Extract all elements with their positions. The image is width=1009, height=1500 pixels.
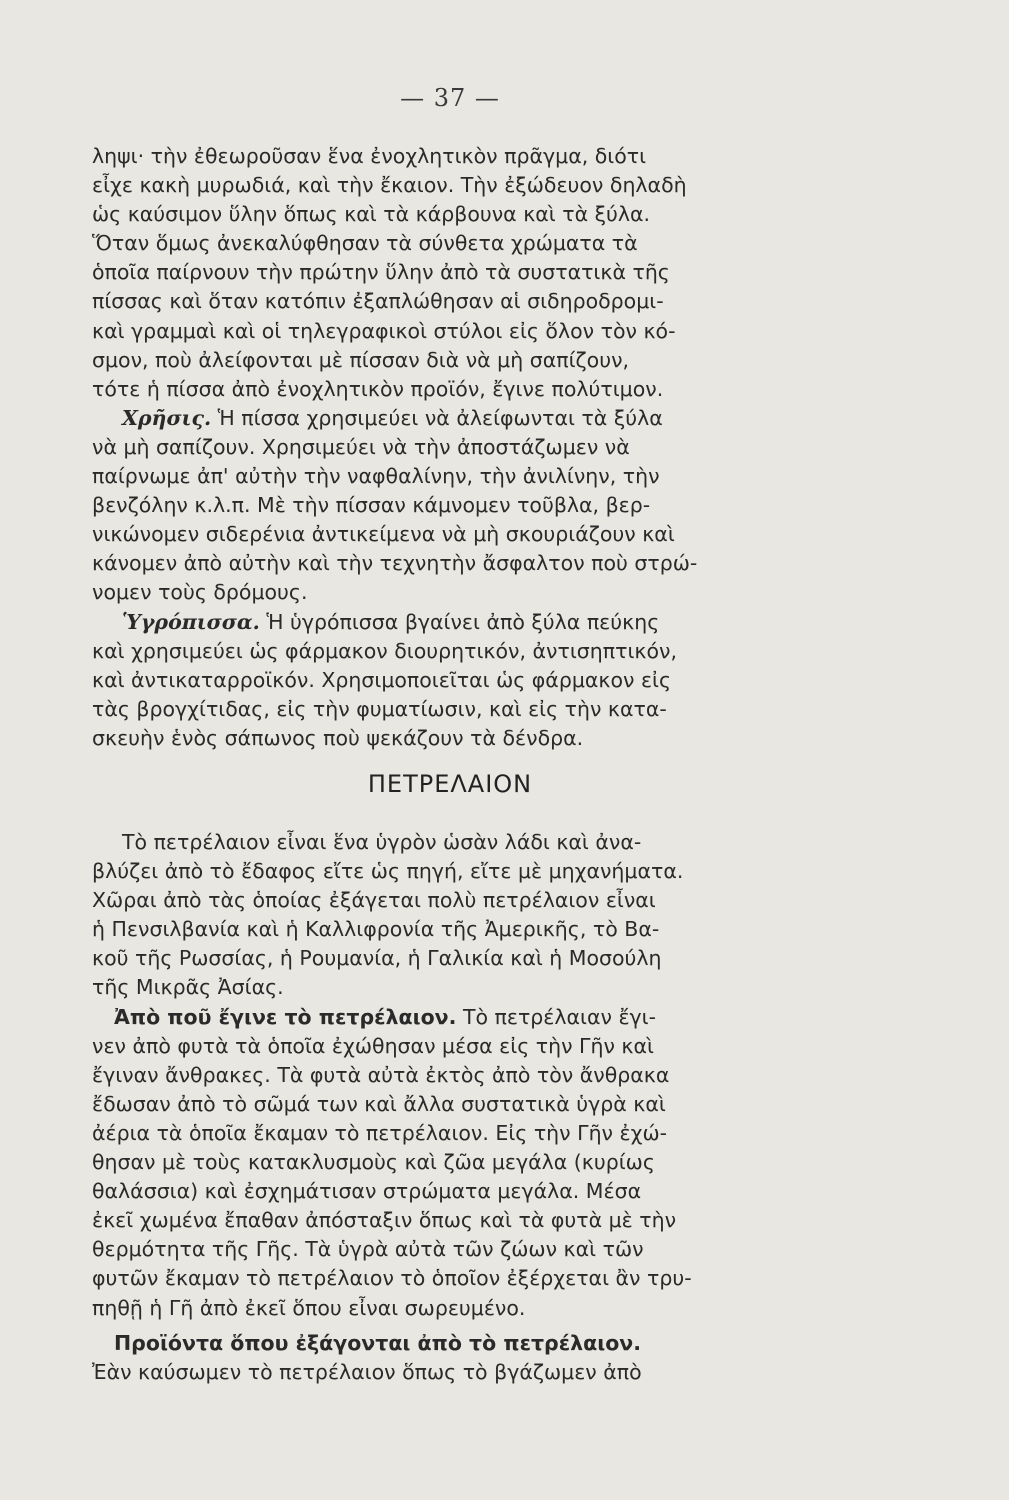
text-line: καὶ γραμμαὶ καὶ οἱ τηλεγραφικοὶ στύλοι εἰς ὅλον τὸν κό- (92, 318, 676, 343)
text-line: βενζόλην κ.λ.π. Μὲ τὴν πίσσαν κάμνομεν τοῦβλα, βερ- (92, 493, 651, 518)
text-line: τῆς Μικρᾶς Ἀσίας. (92, 975, 284, 1000)
text-line: ἔγιναν ἄνθρακες. Τὰ φυτὰ αὐτὰ ἐκτὸς ἀπὸ τὸν ἄνθρακα (92, 1062, 670, 1087)
body-text-top (92, 142, 822, 753)
text-line: ἔδωσαν ἀπὸ τὸ σῶμά των καὶ ἄλλα συστατικὰ ὑγρὰ καὶ (92, 1091, 666, 1116)
text-line: κάνομεν ἀπὸ αὐτὴν καὶ τὴν τεχνητὴν ἄσφαλτον ποὺ στρώ- (92, 551, 698, 576)
text-line: ἀέρια τὰ ὁποῖα ἔκαμαν τὸ πετρέλαιον. Εἰς τὴν Γῆν ἐχώ- (92, 1120, 668, 1145)
text-line: καὶ ἀντικαταρροϊκόν. Χρησιμοποιεῖται ὡς φάρμακον εἰς (92, 667, 672, 692)
section-heading: ΠΕΤΡΕΛΑΙΟΝ (367, 770, 533, 798)
body-text-bottom (92, 828, 822, 1387)
text-line: σκευὴν ἑνὸς σάπωνος ποὺ ψεκάζουν τὰ δένδρα. (92, 725, 584, 750)
text-line: νὰ μὴ σαπίζουν. Χρησιμεύει νὰ τὴν ἀποστάζωμεν νὰ (92, 434, 630, 459)
text-line: θερμότητα τῆς Γῆς. Τὰ ὑγρὰ αὐτὰ τῶν ζώων καὶ τῶν (92, 1237, 644, 1262)
text-line: φυτῶν ἔκαμαν τὸ πετρέλαιον τὸ ὁποῖον ἐξέρχεται ἂν τρυ- (92, 1266, 692, 1291)
text-line: κοῦ τῆς Ρωσσίας, ἡ Ρουμανία, ἡ Γαλικία καὶ ἡ Μοσούλη (92, 946, 662, 971)
text-line: πηθῇ ἡ Γῆ ἀπὸ ἐκεῖ ὅπου εἶναι σωρευμένο. (92, 1295, 526, 1320)
text-run: Τὸ πετρέλαιαν ἔγι- (456, 1004, 657, 1029)
ygropissa-heading: Ὑγρόπισσα. (122, 609, 260, 634)
text-line: θησαν μὲ τοὺς κατακλυσμοὺς καὶ ζῶα μεγάλα (κυρίως (92, 1150, 655, 1175)
text-line: Ὅταν ὅμως ἀνεκαλύφθησαν τὰ σύνθετα χρώματα τὰ (92, 231, 638, 256)
text-line: εἶχε κακὴ μυρωδιά, καὶ τὴν ἔκαιον. Τὴν ἐξώδευον δηλαδὴ (92, 173, 687, 198)
text-line (92, 1329, 822, 1358)
text-line: ἐκεῖ χωμένα ἔπαθαν ἀπόσταξιν ὅπως καὶ τὰ φυτὰ μὲ τὴν (92, 1208, 677, 1233)
text-run: Τὸ πετρέλαιον εἶναι ἕνα ὑγρὸν ὡσὰν λάδι καὶ ἀνα- (122, 830, 642, 854)
text-line: βλύζει ἀπὸ τὸ ἔδαφος εἴτε ὡς πηγή, εἴτε μὲ μηχανήματα. (92, 859, 684, 884)
text-run: Ἡ πίσσα χρησιμεύει νὰ ἀλείφωνται τὰ ξύλα (211, 405, 663, 430)
text-line: ληψι· τὴν ἐθεωροῦσαν ἕνα ἐνοχλητικὸν πρᾶγμα, διότι (92, 144, 647, 168)
text-line: παίρνωμε ἀπ' αὐτὴν τὴν ναφθαλίνην, τὴν ἀνιλίνην, τὴν (92, 464, 660, 489)
text-line (92, 828, 822, 857)
text-line: νομεν τοὺς δρόμους. (92, 580, 308, 605)
text-line: ὡς καύσιμον ὕλην ὅπως καὶ τὰ κάρβουνα καὶ τὰ ξύλα. (92, 202, 651, 227)
products-heading: Προϊόντα ὅπου ἐξάγονται ἀπὸ τὸ πετρέλαιον. (114, 1330, 642, 1355)
chrisis-heading: Χρῆσις. (122, 405, 212, 430)
text-line: νεν ἀπὸ φυτὰ τὰ ὁποῖα ἐχώθησαν μέσα εἰς τὴν Γῆν καὶ (92, 1033, 654, 1058)
text-run: Ἡ ὑγρόπισσα βγαίνει ἀπὸ ξύλα πεύκης (259, 609, 660, 634)
text-line: πίσσας καὶ ὅταν κατόπιν ἐξαπλώθησαν αἱ σιδηροδρομι- (92, 289, 664, 314)
text-line (92, 608, 822, 637)
text-line (92, 1003, 822, 1032)
text-line: σμον, ποὺ ἀλείφονται μὲ πίσσαν διὰ νὰ μὴ σαπίζουν, (92, 347, 630, 372)
origin-heading: Ἀπὸ ποῦ ἔγινε τὸ πετρέλαιον. (114, 1004, 457, 1029)
text-line: τότε ἡ πίσσα ἀπὸ ἐνοχλητικὸν προϊόν, ἔγινε πολύτιμον. (92, 376, 664, 401)
text-line: καὶ χρησιμεύει ὡς φάρμακον διουρητικόν, ἀντισηπτικόν, (92, 638, 677, 663)
page-number: — 37 — (400, 84, 500, 112)
text-line: Ἐὰν καύσωμεν τὸ πετρέλαιον ὅπως τὸ βγάζωμεν ἀπὸ (92, 1359, 642, 1384)
text-line: θαλάσσια) καὶ ἐσχημάτισαν στρώματα μεγάλα. Μέσα (92, 1179, 642, 1204)
text-line: ὁποῖα παίρνουν τὴν πρώτην ὕλην ἀπὸ τὰ συστατικὰ τῆς (92, 260, 670, 285)
text-line: τὰς βρογχίτιδας, εἰς τὴν φυματίωσιν, καὶ εἰς τὴν κατα- (92, 696, 667, 721)
text-line: νικώνομεν σιδερένια ἀντικείμενα νὰ μὴ σκουριάζουν καὶ (92, 522, 675, 547)
text-line: Χῶραι ἀπὸ τὰς ὁποίας ἐξάγεται πολὺ πετρέλαιον εἶναι (92, 888, 656, 913)
text-line (92, 404, 822, 433)
text-line: ἡ Πενσιλβανία καὶ ἡ Καλλιφρονία τῆς Ἀμερικῆς, τὸ Βα- (92, 917, 660, 942)
